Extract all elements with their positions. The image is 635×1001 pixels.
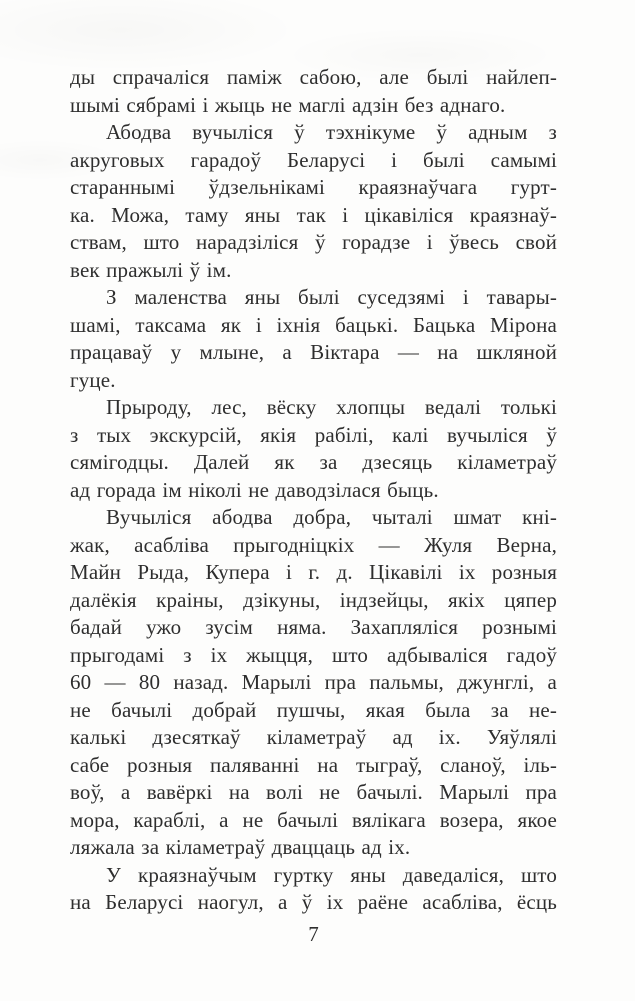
text-line: шымі сябрамі і жыць не маглі адзін без аднаго. (70, 92, 506, 117)
text-line: У краязнаўчым гуртку яны даведаліся, што (106, 862, 557, 887)
text-line: сабе розныя паляванні на тыграў, сланоў, іль- (70, 752, 557, 777)
text-line: век пражылі ў ім. (70, 257, 232, 282)
page-number: 7 (308, 922, 319, 946)
text-line: бадай ужо зусім няма. Захапляліся рознымі (70, 615, 557, 639)
text-line: 60 — 80 назад. Марылі пра пальмы, джунглі, а (70, 670, 557, 694)
text-line: акруговых гарадоў Беларусі і былі самымі (70, 147, 557, 172)
text-line: ка. Можа, таму яны так і цікавіліся краязнаў- (70, 202, 557, 227)
text-line: мора, караблі, а не бачылі вялікага возера, якое (70, 807, 557, 832)
text-line: калькі дзесяткаў кіламетраў ад іх. Уяўлялі (70, 725, 557, 749)
text-line: не бачылі добрай пушчы, якая была за не- (70, 697, 557, 722)
text-line: з тых экскурсій, якія рабілі, калі вучыліся ў (70, 422, 557, 447)
text-line: далёкія краіны, дзікуны, індзейцы, якіх цяпер (70, 587, 557, 612)
text-line: З маленства яны былі суседзямі і тавары- (106, 285, 557, 309)
text-line: Вучыліся абодва добра, чыталі шмат кні- (106, 505, 557, 529)
text-line: стараннымі ўдзельнікамі краязнаўчага гурт- (70, 175, 557, 199)
text-line: Майн Рыда, Купера і г. д. Цікавілі іх розныя (70, 560, 557, 584)
text-line: ляжала за кіламетраў дваццаць ад іх. (70, 835, 411, 859)
text-line: Прыроду, лес, вёску хлопцы ведалі толькі (106, 395, 557, 419)
text-line: жак, асабліва прыгодніцкіх — Жуля Верна, (70, 532, 557, 557)
text-line: шамі, таксама як і іхнія бацькі. Бацька Мірона (70, 312, 557, 337)
text-line: сямігодцы. Далей як за дзесяць кіламетраў (70, 450, 557, 474)
text-line: ад горада ім ніколі не даводзілася быць. (70, 477, 439, 502)
text-line: ствам, што нарадзіліся ў горадзе і ўвесь свой (70, 230, 557, 254)
text-line: прыгодамі з іх жыцця, што адбываліся гадоў (70, 642, 557, 667)
text-line: воў, а вавёркі на волі не бачылі. Марылі пра (70, 780, 557, 804)
text-line: гуце. (70, 367, 116, 392)
text-line: працаваў у млыне, а Віктара — на шкляной (70, 340, 557, 364)
text-line: на Беларусі наогул, а ў іх раёне асабліва, ёсць (70, 890, 557, 914)
text-block (70, 64, 557, 917)
text-line: ды спрачаліся паміж сабою, але былі найлеп- (70, 65, 557, 89)
text-line: Абодва вучыліся ў тэхнікуме ў адным з (106, 120, 557, 144)
